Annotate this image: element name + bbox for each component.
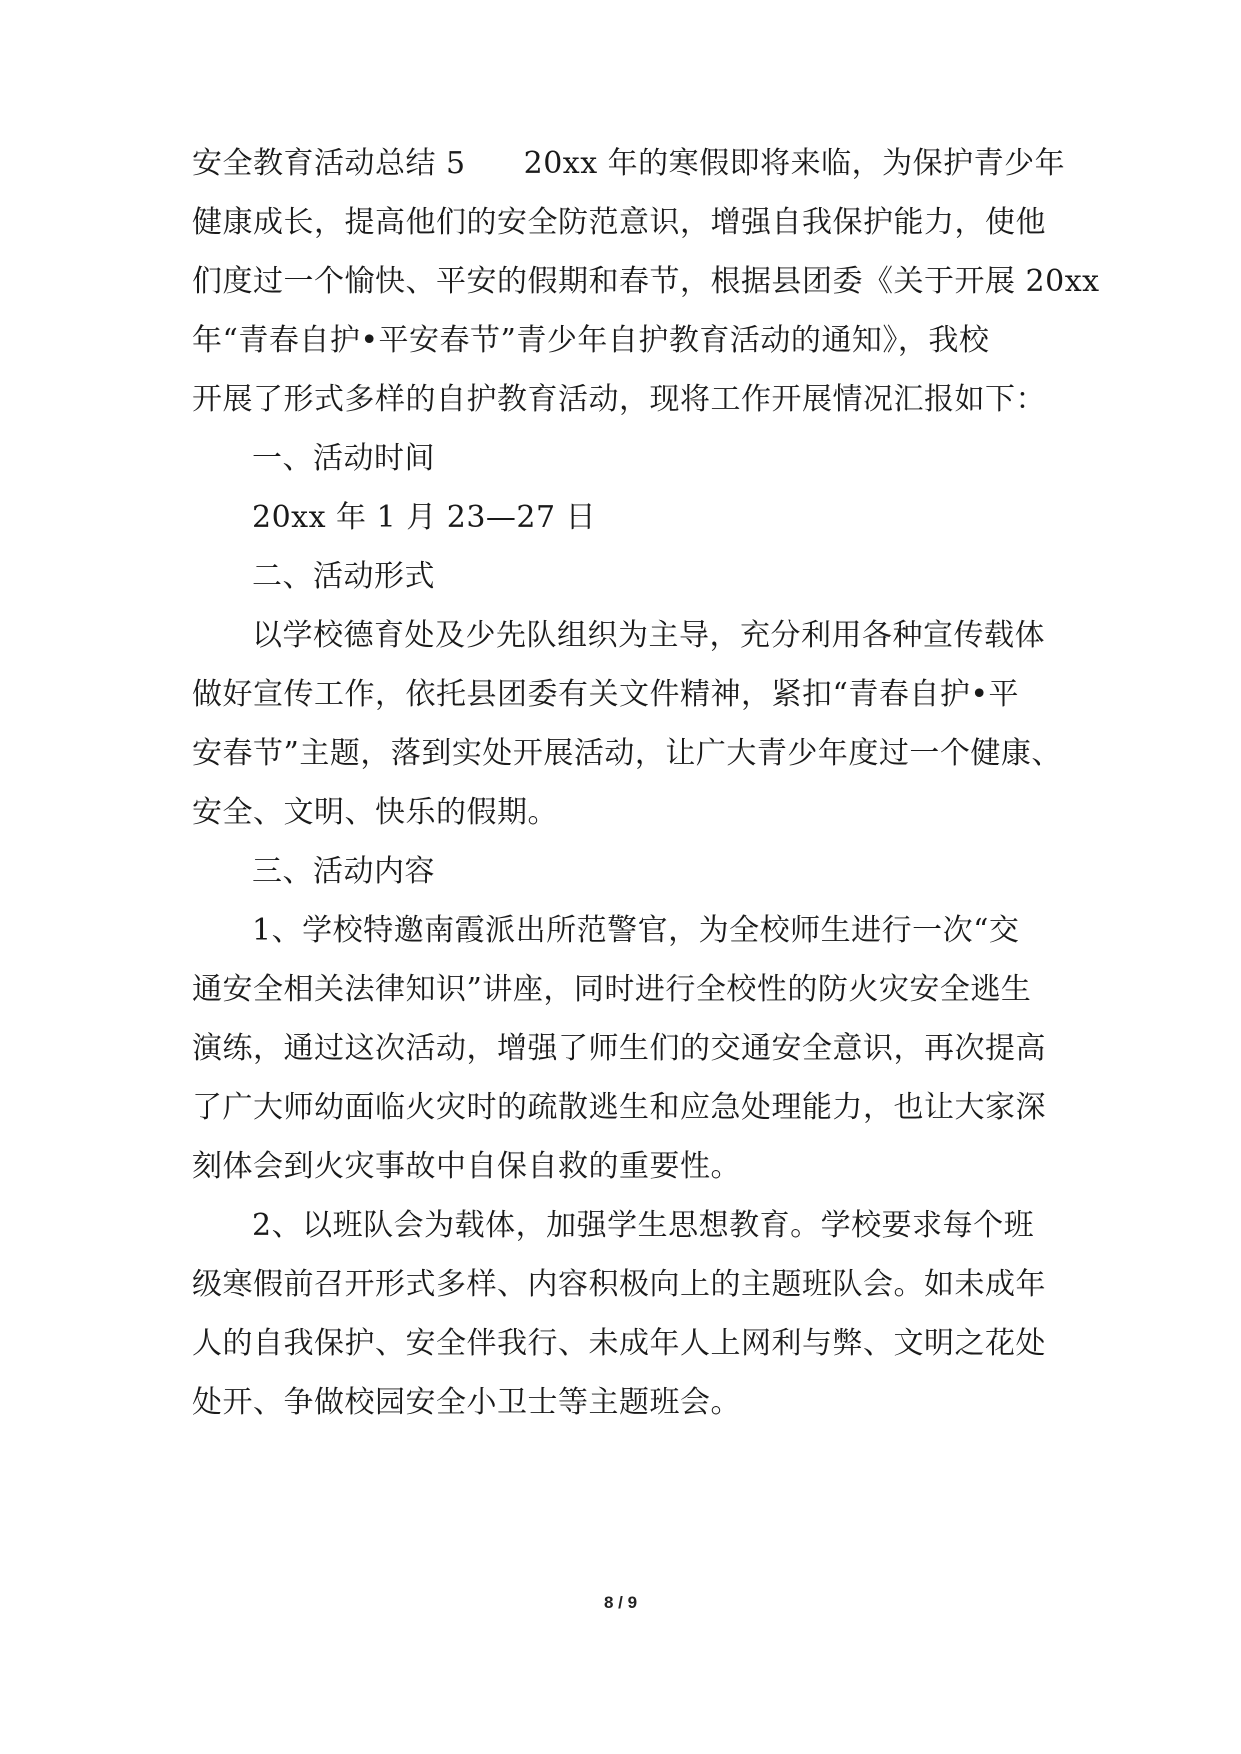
text-line: 健康成长，提高他们的安全防范意识，增强自我保护能力，使他 [192, 205, 1046, 240]
text-line: 了广大师幼面临火灾时的疏散逃生和应急处理能力，也让大家深 [192, 1090, 1046, 1125]
document-title: 安全教育活动总结 5 [192, 146, 466, 181]
text-line: 通安全相关法律知识”讲座，同时进行全校性的防火灾安全逃生 [192, 972, 1032, 1007]
text-line: 20xx 年 1 月 23—27 日 [252, 500, 597, 535]
text-line: 做好宣传工作，依托县团委有关文件精神，紧扣“青春自护•平 [192, 677, 1020, 712]
text-line: 20xx 年的寒假即将来临，为保护青少年 [523, 146, 1066, 181]
section-heading: 二、活动形式 [252, 559, 435, 594]
text-line: 们度过一个愉快、平安的假期和春节，根据县团委《关于开展 20xx [192, 264, 1100, 299]
text-line: 演练，通过这次活动，增强了师生们的交通安全意识，再次提高 [192, 1031, 1046, 1066]
text-line: 以学校德育处及少先队组织为主导，充分利用各种宣传载体 [252, 618, 1045, 653]
section-heading: 三、活动内容 [252, 854, 435, 889]
text-line: 年“青春自护•平安春节”青少年自护教育活动的通知》，我校 [192, 323, 990, 358]
section-heading: 一、活动时间 [252, 441, 435, 476]
page-number: 8 / 9 [603, 1593, 638, 1612]
text-line: 刻体会到火灾事故中自保自救的重要性。 [192, 1149, 741, 1184]
text-line: 开展了形式多样的自护教育活动，现将工作开展情况汇报如下： [192, 382, 1046, 417]
text-line: 安春节”主题，落到实处开展活动，让广大青少年度过一个健康、 [192, 736, 1062, 771]
text-line: 安全、文明、快乐的假期。 [192, 795, 558, 830]
first-line [192, 131, 1065, 197]
text-line: 1、学校特邀南霞派出所范警官，为全校师生进行一次“交 [252, 913, 1020, 948]
text-line: 人的自我保护、安全伴我行、未成年人上网利与弊、文明之花处 [192, 1326, 1046, 1361]
text-line: 处开、争做校园安全小卫士等主题班会。 [192, 1385, 741, 1420]
text-line: 2、以班队会为载体，加强学生思想教育。学校要求每个班 [252, 1208, 1035, 1243]
text-line: 级寒假前召开形式多样、内容积极向上的主题班队会。如未成年 [192, 1267, 1046, 1302]
